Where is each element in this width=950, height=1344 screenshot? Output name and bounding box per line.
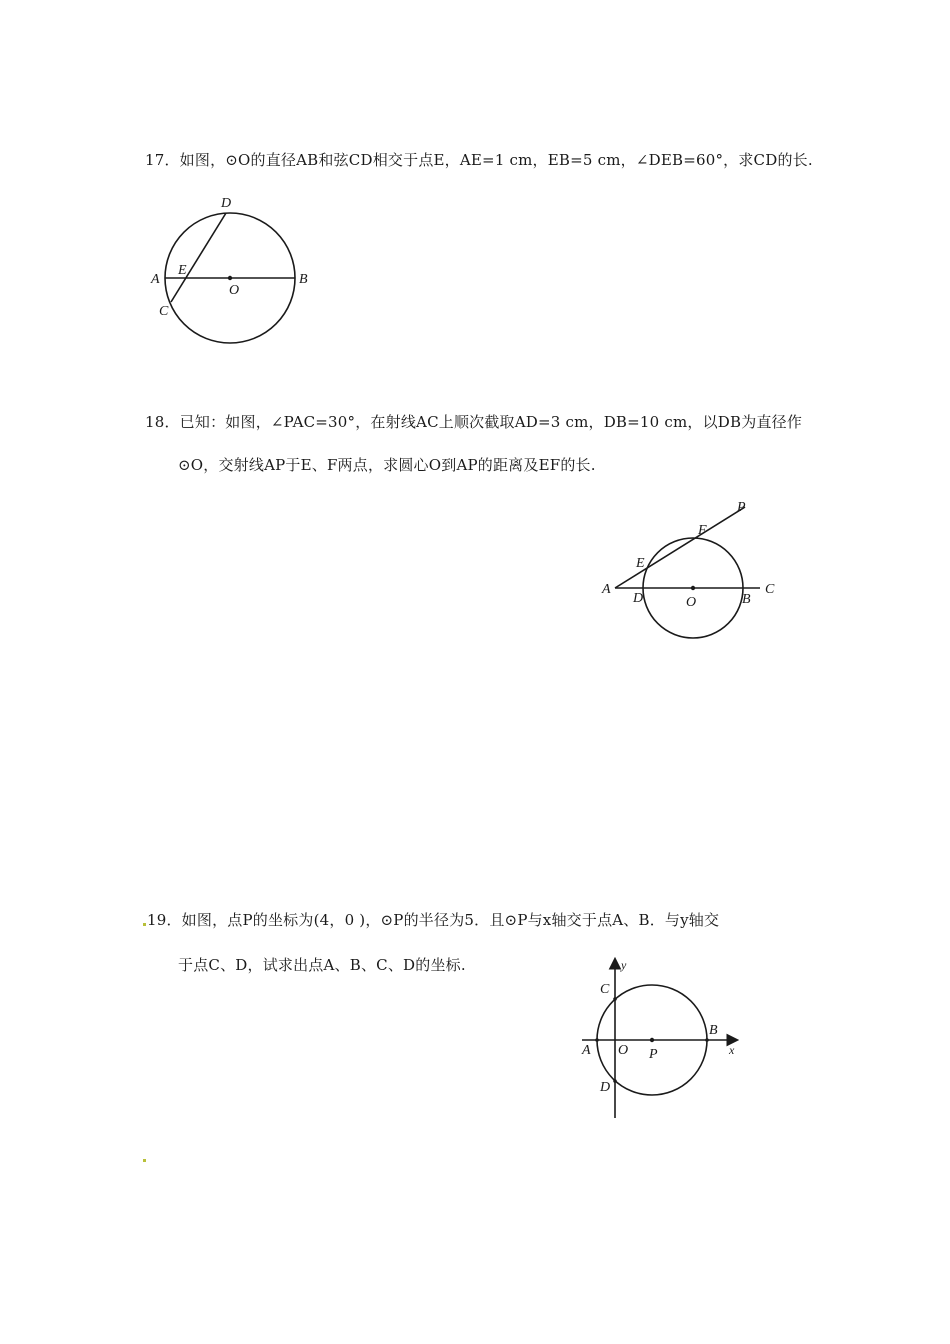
q19-label-o: O [618,1043,629,1058]
q18-label-f: F [698,523,707,538]
q19-label-p: P [649,1047,658,1062]
q18-center-dot [691,586,695,590]
q19-label-y: y [621,958,627,972]
q17-label-o: O [229,283,240,298]
stray-mark-bottom [143,1159,146,1162]
q18-label-b: B [742,592,751,607]
q19-line2: 于点C、D，试求出点A、B、C、D的坐标. [178,956,466,974]
q17-label-e: E [178,263,187,278]
q18-label-d: D [633,591,644,606]
q19-point-b-dot [705,1038,709,1042]
q19-label-c: C [600,982,610,997]
stray-mark [143,923,146,926]
q17-figure [140,190,320,350]
q19-label-b: B [709,1023,718,1038]
q19-point-c-dot [613,997,617,1001]
q18-label-a: A [602,582,611,597]
q19-figure [570,950,750,1125]
q17-label-d: D [221,196,232,211]
q19-label-a: A [582,1043,591,1058]
q17-text: 17．如图，⊙O的直径AB和弦CD相交于点E，AE=1 cm，EB=5 cm，∠DEB=60°，求CD的长. [145,151,813,169]
q18-label-o: O [686,595,697,610]
q17-chord-cd [171,213,226,302]
q19-line1: 19．如图，点P的坐标为(4，0 )，⊙P的半径为5．且⊙P与x轴交于点A、B．与y轴交 [147,911,720,929]
q19-label-x: x [729,1043,735,1057]
q18-line1: 18．已知：如图，∠PAC=30°，在射线AC上顺次截取AD=3 cm，DB=10 cm，以DB为直径作 [145,413,803,431]
q19-label-d: D [600,1080,611,1095]
q17-center-dot [228,276,232,280]
q19-center-dot [650,1038,654,1042]
q18-label-p: P [737,500,746,515]
q18-figure [595,495,785,645]
q17-label-c: C [159,304,169,319]
q17-label-b: B [299,272,308,287]
q18-label-e: E [636,556,645,571]
q19-point-a-dot [595,1038,599,1042]
q18-line2: ⊙O，交射线AP于E、F两点，求圆心O到AP的距离及EF的长. [178,456,596,474]
q17-label-a: A [151,272,160,287]
q18-ray-ap [615,507,745,588]
q18-label-c: C [765,582,775,597]
q19-point-d-dot [613,1079,617,1083]
